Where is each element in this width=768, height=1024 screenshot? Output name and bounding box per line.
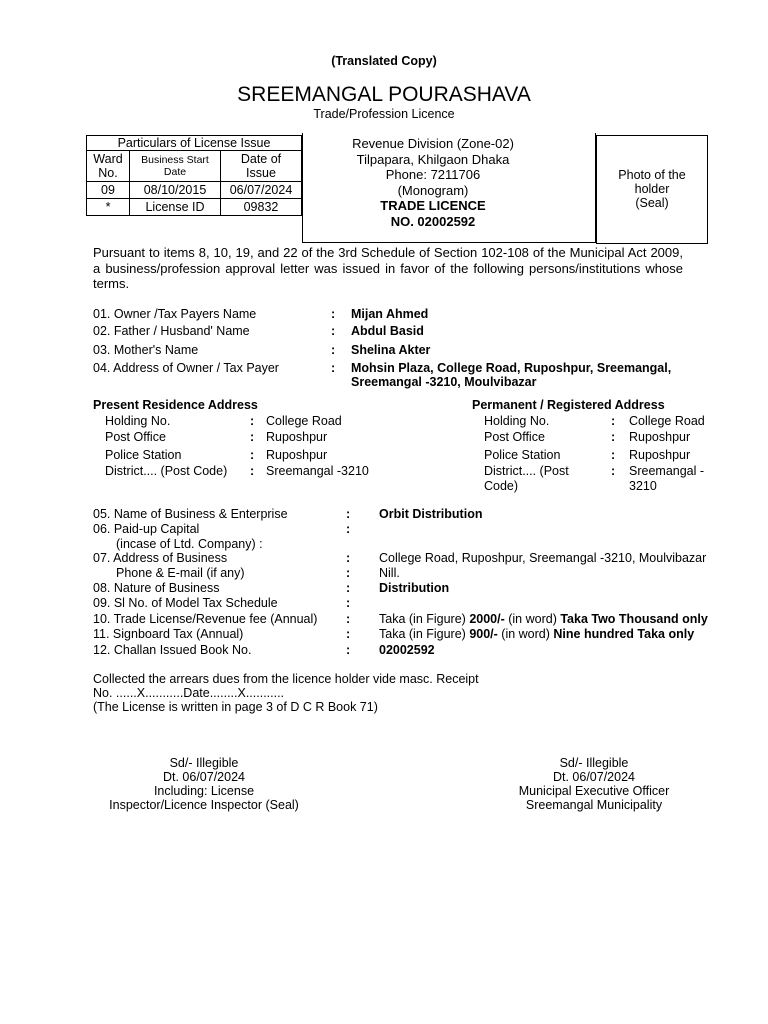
model-tax-schedule-label: 09. Sl No. of Model Tax Schedule [93,596,278,610]
father-name-label: 02. Father / Husband' Name [93,324,250,338]
permanent-police-station-label: Police Station [484,448,561,462]
colon: : [331,343,336,357]
revenue-division: Revenue Division (Zone-02) [352,136,514,151]
business-nature-value: Distribution [379,581,450,595]
colon: : [250,448,255,462]
signature-right: Sd/- Illegible Dt. 06/07/2024 Municipal Executive Officer Sreemangal Municipality [518,756,670,812]
license-fee-label: 10. Trade License/Revenue fee (Annual) [93,612,318,626]
permanent-district-label: District.... (Post Code) [484,464,569,493]
header-date-of-issue: Date of Issue [221,151,302,182]
signature-left: Sd/- Illegible Dt. 06/07/2024 Including: License Inspector/Licence Inspector (Seal) [109,756,299,812]
phone-email-label: Phone & E-mail (if any) [116,566,245,580]
colon: : [611,448,616,462]
mother-name-value: Shelina Akter [351,343,431,357]
owner-name-label: 01. Owner /Tax Payers Name [93,307,257,321]
translated-copy-note: (Translated Copy) [331,54,437,68]
photo-label: Photo of the holder (Seal) [618,168,686,210]
challan-book-label: 12. Challan Issued Book No. [93,643,252,657]
father-name-value: Abdul Basid [351,324,424,338]
colon: : [346,581,351,595]
permanent-district-value: Sreemangal - 3210 [629,464,705,493]
header-business-start: Business Start Date [130,151,221,182]
present-post-office-value: Ruposhpur [266,430,328,444]
business-address-label: 07. Address of Business [93,551,228,565]
permanent-holding-value: College Road [629,414,705,428]
mother-name-label: 03. Mother's Name [93,343,199,357]
signboard-tax-label: 11. Signboard Tax (Annual) [93,627,244,641]
present-district-label: District.... (Post Code) [105,464,228,478]
license-fee-value: Taka (in Figure) 2000/- (in word) Taka Two Thousand only [379,612,708,626]
trade-licence-title: TRADE LICENCE [380,198,486,213]
present-police-station-value: Ruposhpur [266,448,328,462]
organization-title: SREEMANGAL POURASHAVA [237,83,531,106]
cell-issue-date: 06/07/2024 [221,182,302,199]
permanent-police-station-value: Ruposhpur [629,448,691,462]
colon: : [250,464,255,478]
present-holding-label: Holding No. [105,414,171,428]
colon: : [331,361,336,375]
phone-email-value: Nill. [379,566,400,580]
signboard-tax-value: Taka (in Figure) 900/- (in word) Nine hundred Taka only [379,627,695,641]
present-district-value: Sreemangal -3210 [266,464,369,478]
permanent-holding-label: Holding No. [484,414,550,428]
colon: : [346,522,351,536]
present-address-title: Present Residence Address [93,398,258,412]
cell-star: * [87,199,130,216]
table-caption: Particulars of License Issue [87,136,302,151]
colon: : [611,430,616,444]
revenue-monogram: (Monogram) [397,182,469,198]
colon: : [346,612,351,626]
business-nature-label: 08. Nature of Business [93,581,220,595]
header-ward: Ward No. [87,151,130,182]
colon: : [250,414,255,428]
business-name-label: 05. Name of Business & Enterprise [93,507,288,521]
present-police-station-label: Police Station [105,448,182,462]
business-name-value: Orbit Distribution [379,507,483,521]
document-subtitle: Trade/Profession Licence [313,107,455,121]
preamble-text: Pursuant to items 8, 10, 19, and 22 of the 3rd Schedule of Section 102-108 of the Municipal Act 2009, a business/profession approval letter was issued in favor of the following persons/institutions whose terms. [93,245,683,291]
ltd-company-note: (incase of Ltd. Company) : [116,537,263,551]
colon: : [346,507,351,521]
colon: : [346,627,351,641]
colon: : [611,414,616,428]
colon: : [346,643,351,657]
colon: : [331,307,336,321]
owner-name-value: Mijan Ahmed [351,307,429,321]
colon: : [346,551,351,565]
colon: : [250,430,255,444]
colon: : [611,464,616,478]
colon: : [346,596,351,610]
business-address-value: College Road, Ruposhpur, Sreemangal -3210, Moulvibazar [379,551,707,565]
revenue-info [302,136,564,229]
cell-start-date: 08/10/2015 [130,182,221,199]
revenue-phone: Phone: 7211706 [385,167,481,182]
permanent-post-office-value: Ruposhpur [629,430,691,444]
present-holding-value: College Road [266,414,342,428]
cell-ward-no: 09 [87,182,130,199]
trade-licence-number: NO. 02002592 [390,213,476,229]
arrears-note: Collected the arrears dues from the licence holder vide masc. Receipt No. ......X...........Date........X........... (The License is written in page 3 of D C R Book 71) [93,672,479,714]
colon: : [331,324,336,338]
license-particulars-table [86,135,302,216]
challan-book-value: 02002592 [379,643,435,657]
owner-address-value: Mohsin Plaza, College Road, Ruposhpur, Sreemangal, Sreemangal -3210, Moulvibazar [351,361,672,389]
present-post-office-label: Post Office [105,430,166,444]
cell-license-id-label: License ID [130,199,221,216]
cell-license-id: 09832 [221,199,302,216]
permanent-post-office-label: Post Office [484,430,545,444]
permanent-address-title: Permanent / Registered Address [472,398,665,412]
colon: : [346,566,351,580]
paid-up-capital-label: 06. Paid-up Capital [93,522,200,536]
owner-address-label: 04. Address of Owner / Tax Payer [93,361,279,375]
revenue-location: Tilpapara, Khilgaon Dhaka [356,151,510,167]
